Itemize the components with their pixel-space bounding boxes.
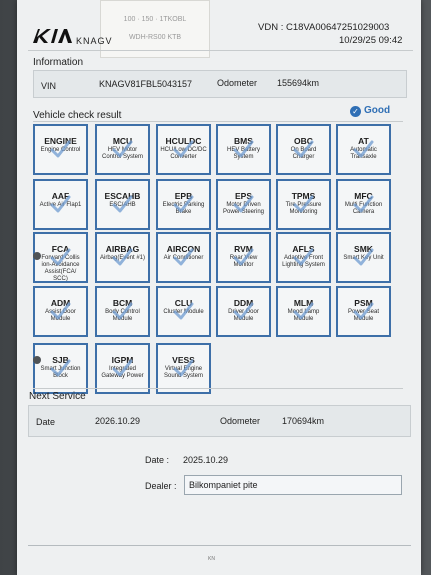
module-cell-aaf [33,179,88,230]
signoff-date-label: Date : [145,455,170,465]
divider [28,50,413,51]
module-cell-airbag [95,232,150,283]
checkmark-icon [352,246,374,268]
module-cell-obc [276,124,331,175]
module-name: Smart Junction Block [40,366,81,379]
module-name: Cluster Module [163,309,204,315]
vdn-number: VDN : C18VA00647251029003 [258,22,390,33]
module-name: Adaptive Front Lighting System [282,255,325,268]
checkmark-icon [292,300,314,322]
module-cell-hculdc [156,124,211,175]
punch-hole [33,252,41,260]
module-code: IGPM [111,355,134,365]
module-cell-vess [156,343,211,394]
module-cell-escahb [95,179,150,230]
module-name: Mood Lamp Module [287,309,320,322]
checkmark-icon [292,138,314,160]
odometer-label: Odometer [217,78,258,88]
module-cell-rvm [216,232,271,283]
module-name: Multi Function Camera [344,202,383,215]
next-service-odometer-value: 170694km [282,416,325,426]
divider [33,121,403,122]
module-cell-eps [216,179,271,230]
module-cell-fca [33,232,88,283]
module-code: FCA [51,244,70,254]
checkmark-icon [172,138,194,160]
footer-mark: KN [208,556,215,562]
punch-hole [33,356,41,364]
module-code: OBC [294,136,313,146]
module-code: ESCAHB [104,191,141,201]
module-name: Engine Control [40,147,81,153]
checkmark-icon [49,246,71,268]
module-name: Power Seat Module [347,309,380,322]
module-name: Air Conditioner [163,255,204,261]
module-code: ADM [50,298,71,308]
module-code: VESS [172,355,195,365]
checkmark-icon [352,193,374,215]
module-name: HEV Motor Control System [101,147,143,160]
module-cell-adm [33,286,88,337]
checkmark-icon [172,246,194,268]
module-code: SJB [52,355,69,365]
module-code: MCU [112,136,133,146]
checkmark-icon [292,246,314,268]
module-name: Rear View Monitor [229,255,258,268]
module-name: Driver Door Module [228,309,259,322]
checkmark-icon [172,300,194,322]
checkmark-icon [292,193,314,215]
module-name: Forward Collis ion-Avoidance Assist(FCA/ SCC) [41,255,80,282]
module-cell-bms [216,124,271,175]
module-cell-clu [156,286,211,337]
module-cell-afls [276,232,331,283]
module-name: ESC/AHB [109,202,136,208]
checkmark-icon [49,138,71,160]
module-name: Airbag(Event #1) [99,255,146,261]
module-code: AIRCON [166,244,201,254]
dealer-value: Bilkompaniet pite [189,480,258,490]
module-code: MLM [293,298,314,308]
module-cell-bcm [95,286,150,337]
module-cell-mfc [336,179,391,230]
divider [33,388,403,389]
module-cell-ddm [216,286,271,337]
checkmark-icon [352,300,374,322]
checkmark-icon [111,357,133,379]
checkmark-icon [49,193,71,215]
next-service-title: Next Service [29,391,86,402]
checkmark-icon [232,193,254,215]
checkmark-icon [232,138,254,160]
module-cell-tpms [276,179,331,230]
next-service-odometer-label: Odometer [220,416,261,426]
module-code: EPS [234,191,252,201]
module-cell-epb [156,179,211,230]
module-cell-at [336,124,391,175]
module-cell-igpm [95,343,150,394]
divider [28,545,411,546]
module-name: Body Control Module [105,309,140,322]
checkmark-icon [111,138,133,160]
signoff-date-value: 2025.10.29 [183,455,229,465]
vin-label: VIN [41,81,57,91]
kia-logo [31,26,73,46]
module-name: HCU/Low DC/DC Converter [160,147,207,160]
next-service-date-value: 2026.10.29 [95,416,141,426]
print-timestamp: 10/29/25 09:42 [339,35,403,46]
module-name: Active Air Flap1 [39,202,82,208]
module-code: CLU [174,298,193,308]
module-name: Automatic Transaxle [350,147,377,160]
module-code: SMK [354,244,373,254]
receipt-line-2: WDH-RS00 KTB [128,34,182,41]
module-code: AFLS [292,244,315,254]
checkmark-icon [172,193,194,215]
module-name: HEV Battery System [226,147,260,160]
module-cell-engine [33,124,88,175]
module-name: Motor Driven Power Steering [222,202,265,215]
checkmark-icon [49,357,71,379]
dealer-label: Dealer : [145,481,177,491]
checkmark-icon [49,300,71,322]
module-name: Virtual Engine Sound System [163,366,204,379]
module-code: AT [358,136,369,146]
module-name: On Board Charger [290,147,317,160]
module-cell-sjb [33,343,88,394]
module-name: Assist Door Module [45,309,76,322]
checkmark-icon [232,300,254,322]
information-title: Information [33,57,84,68]
checkmark-icon [111,193,133,215]
checkmark-icon [111,300,133,322]
overall-status: Good [364,105,391,116]
checkmark-icon [352,138,374,160]
module-code: BMS [234,136,253,146]
next-service-date-label: Date [36,417,56,427]
model-prefix: KNAGV [76,36,113,46]
check-circle-icon: ✓ [350,106,361,117]
module-code: ENGINE [44,136,77,146]
module-cell-mcu [95,124,150,175]
module-code: AIRBAG [105,244,140,254]
module-name: Tire Pressure Monitoring [285,202,322,215]
module-name: Integrated Gateway Power [101,366,144,379]
module-code: DDM [233,298,254,308]
module-cell-psm [336,286,391,337]
vin-value: KNAGV81FBL5043157 [99,79,193,89]
module-code: MFC [354,191,373,201]
module-cell-aircon [156,232,211,283]
module-code: EPB [174,191,193,201]
checkmark-icon [232,246,254,268]
module-code: HCULDC [165,136,202,146]
module-code: RVM [234,244,253,254]
module-code: BCM [112,298,133,308]
module-code: AAF [51,191,70,201]
module-cell-mlm [276,286,331,337]
receipt-line-1: 100 · 150 · 1TKOBL [123,16,187,23]
vehicle-check-title: Vehicle check result [33,110,122,121]
module-name: Electric Parking Brake [162,202,205,215]
checkmark-icon [111,246,133,268]
odometer-value: 155694km [277,78,320,88]
module-code: PSM [354,298,373,308]
checkmark-icon [172,357,194,379]
module-cell-smk [336,232,391,283]
module-name: Smart Key Unit [343,255,384,261]
module-code: TPMS [291,191,316,201]
